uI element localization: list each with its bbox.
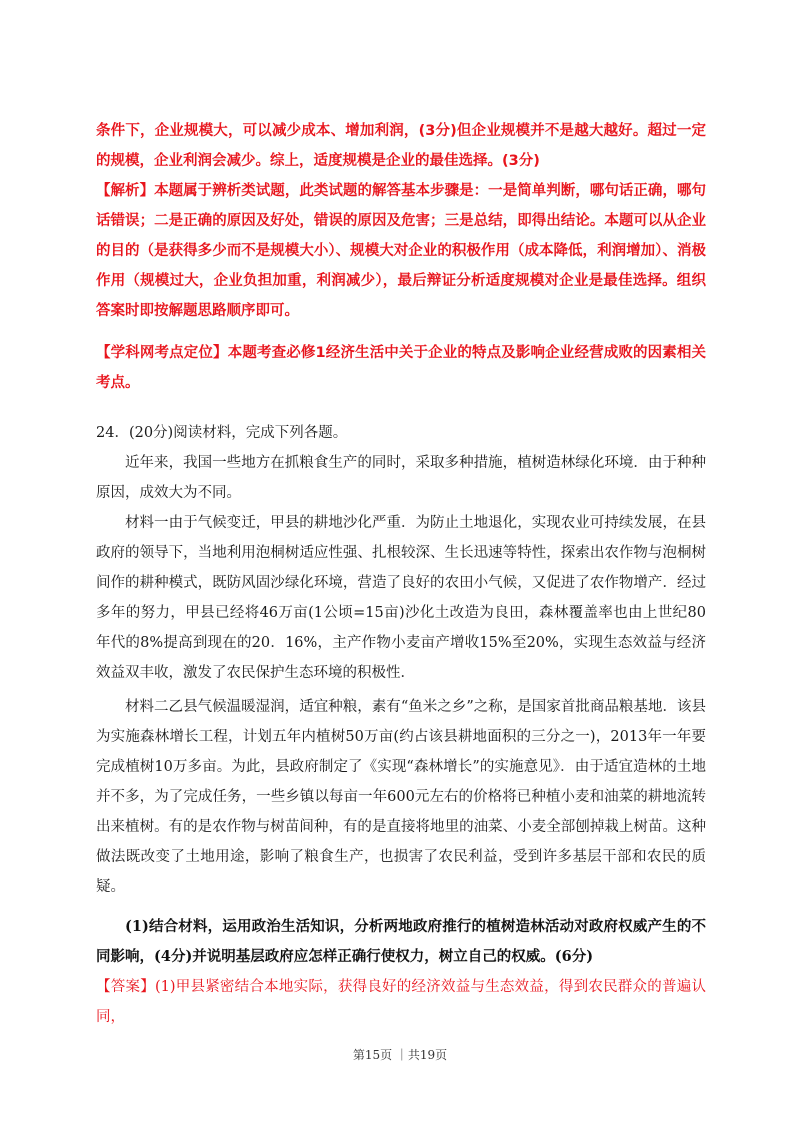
answer-paragraph <box>96 972 706 1032</box>
sub-question-1: (1)结合材料，运用政治生活知识，分析两地政府推行的植树造林活动对政府权威产生的不同影响，(4分)并说明基层政府应怎样正确行使权力，树立自己的权威。(6分) <box>96 918 706 965</box>
material-two: 材料二乙县气候温暖湿润，适宜种粮，素有“鱼米之乡”之称，是国家首批商品粮基地．该县为实施森林增长工程，计划五年内植树50万亩(约占该县耕地面积的三分之一)，2013年一年要完成植树10万多亩。为此，县政府制定了《实现“森林增长”的实施意见》．由于适宜造林的土地并不多，为了完成任务，一些乡镇以每亩一年600元左右的价格将已种植小麦和油菜的耕地流转出来植树。有的是农作物与树苗间种，有的是直接将地里的油菜、小麦全部刨掉栽上树苗。这种做法既改变了土地用途，影响了粮食生产，也损害了农民利益，受到许多基层干部和农民的质疑。 <box>96 699 706 895</box>
answer-text: (1)甲县紧密结合本地实际，获得良好的经济效益与生态效益，得到农民群众的普遍认同， <box>96 979 706 1025</box>
answer-label: 【答案】 <box>96 979 155 995</box>
knowledge-point-paragraph <box>96 338 706 398</box>
analysis-text: 本题属于辨析类试题，此类试题的解答基本步骤是：一是简单判断，哪句话正确，哪句话错误；二是正确的原因及好处，错误的原因及危害；三是总结，即得出结论。本题可以从企业的目的（是获得多少而不是规模大小）、规模大对企业的积极作用（成本降低，利润增加）、消极作用（规模过大，企业负担加重，利润减少），最后辩证分析适度规模对企业是最佳选择。组织答案时即按解题思路顺序即可。 <box>96 183 707 319</box>
question-24-intro: 近年来，我国一些地方在抓粮食生产的同时，采取多种措施，植树造林绿化环境．由于种种原因，成效大为不同。 <box>96 455 706 501</box>
analysis-paragraph <box>96 176 706 326</box>
answer-23-tail: 条件下，企业规模大，可以减少成本、增加利润，(3分)但企业规模并不是越大越好。超过一定的规模，企业利润会减少。综上，适度规模是企业的最佳选择。(3分) <box>96 123 706 169</box>
question-24-heading: 24．(20分)阅读材料，完成下列各题。 <box>96 425 348 441</box>
knowledge-label: 【学科网考点定位】 <box>96 345 228 361</box>
material-one: 材料一由于气候变迁，甲县的耕地沙化严重．为防止土地退化，实现农业可持续发展，在县政府的领导下，当地利用泡桐树适应性强、扎根较深、生长迅速等特性，探索出农作物与泡桐树间作的耕种模式，既防风固沙绿化环境，营造了良好的农田小气候，又促进了农作物增产．经过多年的努力，甲县已经将46万亩(1公顷=15亩)沙化土改造为良田，森林覆盖率也由上世纪80年代的8%提高到现在的20．16%，主产作物小麦亩产增收15%至20%，实现生态效益与经济效益双丰收，激发了农民保护生态环境的积极性． <box>96 515 706 681</box>
analysis-label: 【解析】 <box>96 183 155 199</box>
knowledge-text: 本题考查必修1经济生活中关于企业的特点及影响企业经营成败的因素相关考点。 <box>96 345 706 391</box>
page-footer: 第15页 ｜共19页 <box>352 1048 448 1062</box>
